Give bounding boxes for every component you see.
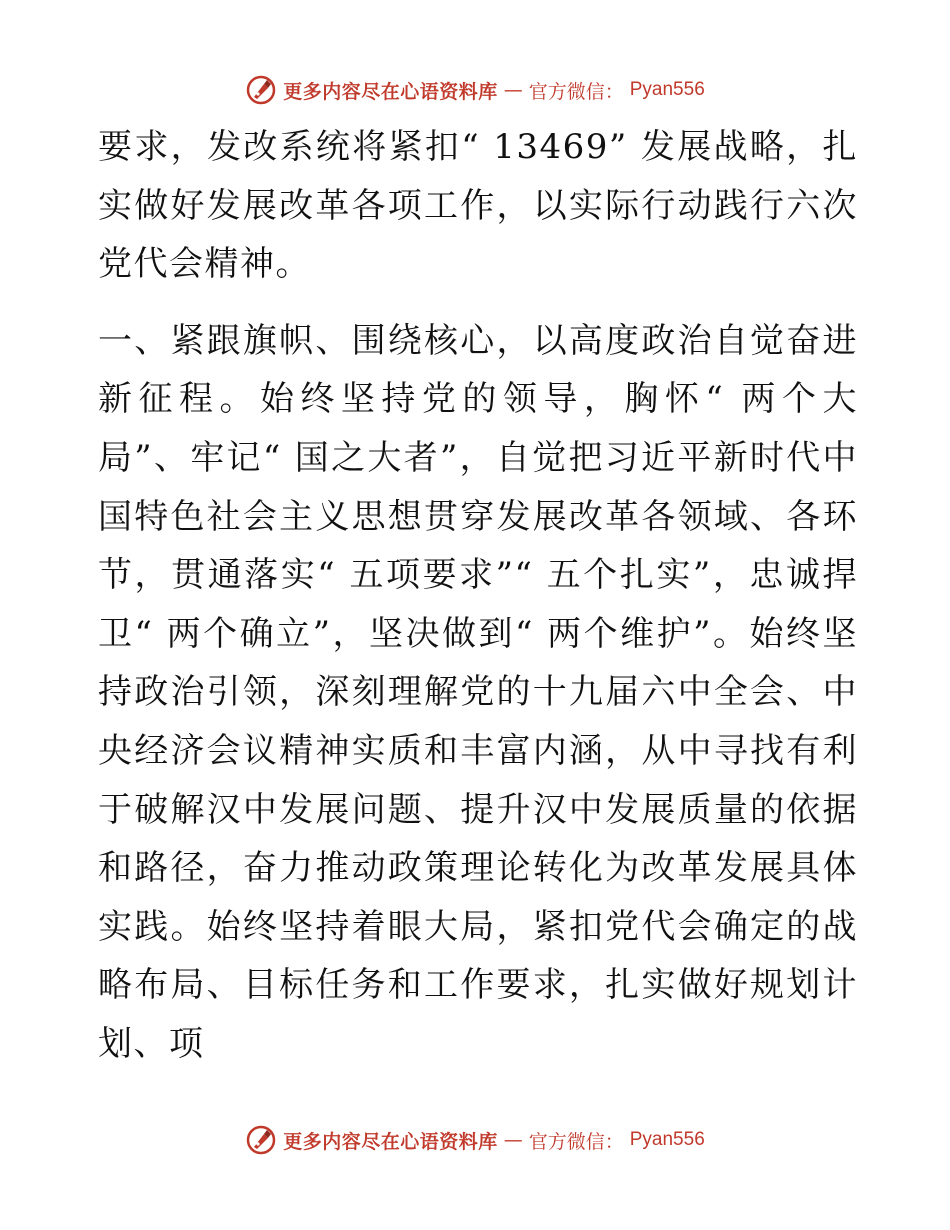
watermark-slogan: 更多内容尽在心语资料库 xyxy=(283,1130,498,1153)
paragraph-continuation: 要求，发改系统将紧扣“ 13469” 发展战略，扎实做好发展改革各项工作，以实际行动践行六次党代会精神。 xyxy=(98,127,858,285)
watermark-account: Pyan556 xyxy=(629,1129,705,1150)
watermark-separator: — xyxy=(503,1129,523,1151)
watermark-account: Pyan556 xyxy=(629,79,705,100)
footer-watermark xyxy=(0,1120,950,1160)
watermark-label: 官方微信： xyxy=(528,1130,624,1153)
pen-nib-icon xyxy=(245,74,277,106)
watermark-separator: — xyxy=(503,79,523,101)
header-watermark xyxy=(0,70,950,110)
watermark-label: 官方微信： xyxy=(528,80,624,103)
paragraph-section-one: 一、紧跟旗帜、围绕核心，以高度政治自觉奋进新征程。始终坚持党的领导，胸怀“ 两个大局”、牢记“ 国之大者”，自觉把习近平新时代中国特色社会主义思想贯穿发展改革各领域、各环节，贯通落实“ 五项要求”“ 五个扎实”，忠诚捍卫“ 两个确立”，坚决做到“ 两个维护”。始终坚持政治引领，深刻理解党的十九届六中全会、中央经济会议精神实质和丰富内涵，从中寻找有利于破解汉中发展问题、提升汉中发展质量的依据和路径，奋力推动政策理论转化为改革发展具体实践。始终坚持着眼大局，紧扣党代会确定的战略布局、目标任务和工作要求，扎实做好规划计划、项 xyxy=(98,320,858,1064)
document-body xyxy=(98,118,858,1074)
pen-nib-icon xyxy=(245,1124,277,1156)
watermark-slogan: 更多内容尽在心语资料库 xyxy=(283,80,498,103)
